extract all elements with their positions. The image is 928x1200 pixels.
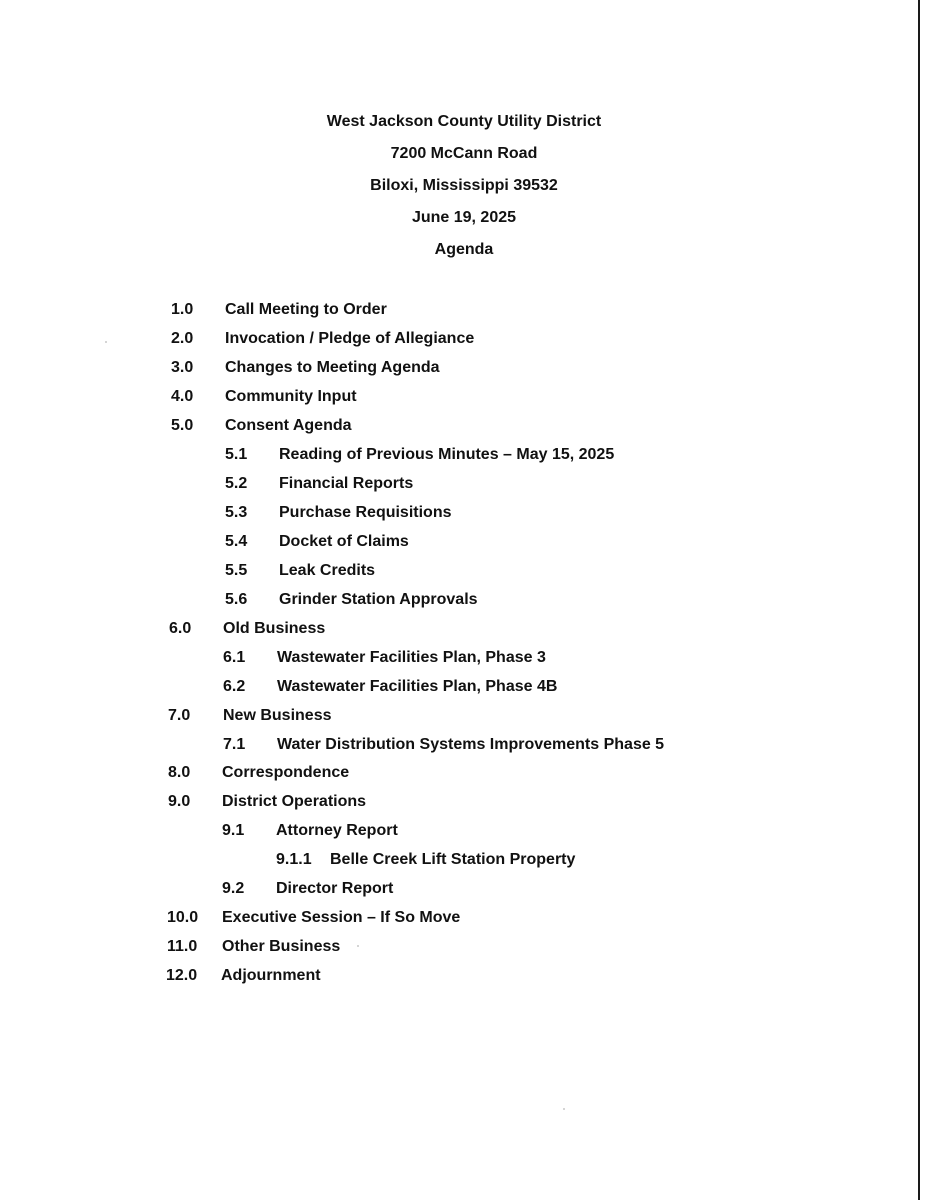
agenda-item-text: Leak Credits [279,562,376,579]
agenda-item-text: Wastewater Facilities Plan, Phase 4B [277,678,558,695]
agenda-item-number: 9.1.1 [276,851,312,868]
agenda-item-text: District Operations [222,793,367,810]
agenda-item-text: Wastewater Facilities Plan, Phase 3 [277,649,546,666]
address-line: 7200 McCann Road [390,145,538,162]
agenda-item-text: Executive Session – If So Move [222,909,461,926]
agenda-item-text: New Business [223,707,332,724]
agenda-item-number: 4.0 [171,388,194,405]
page-title: Agenda [434,241,494,258]
agenda-item-text: Water Distribution Systems Improvements Phase 5 [277,736,665,753]
agenda-item-number: 8.0 [168,764,191,781]
agenda-item-number: 5.2 [225,475,248,492]
agenda-item-number: 7.1 [223,736,246,753]
agenda-item-text: Other Business [222,938,341,955]
agenda-item-number: 11.0 [167,938,198,955]
meeting-date: June 19, 2025 [411,209,517,226]
scan-speck [563,1108,565,1110]
agenda-item-number: 6.1 [223,649,246,666]
agenda-item-number: 5.4 [225,533,248,550]
agenda-item-text: Director Report [276,880,394,897]
agenda-item-text: Changes to Meeting Agenda [225,359,440,376]
agenda-item-number: 10.0 [167,909,199,926]
agenda-item-text: Adjournment [221,967,321,984]
agenda-item-text: Invocation / Pledge of Allegiance [225,330,475,347]
scan-speck [105,341,107,343]
agenda-item-number: 1.0 [171,301,194,318]
agenda-item-number: 2.0 [171,330,194,347]
agenda-item-text: Correspondence [222,764,350,781]
agenda-item-text: Community Input [225,388,357,405]
agenda-item-number: 6.2 [223,678,246,695]
agenda-item-text: Reading of Previous Minutes – May 15, 2025 [279,446,615,463]
agenda-item-number: 6.0 [169,620,192,637]
organization-name: West Jackson County Utility District [326,113,602,130]
agenda-item-text: Old Business [223,620,326,637]
agenda-item-number: 7.0 [168,707,191,724]
scan-speck [357,945,359,947]
agenda-item-text: Docket of Claims [279,533,409,550]
agenda-item-number: 9.0 [168,793,191,810]
agenda-item-text: Consent Agenda [225,417,352,434]
agenda-item-text: Purchase Requisitions [279,504,452,521]
agenda-item-number: 5.1 [225,446,248,463]
agenda-item-text: Belle Creek Lift Station Property [330,851,576,868]
agenda-item-text: Grinder Station Approvals [279,591,478,608]
agenda-item-number: 9.2 [222,880,245,897]
agenda-item-text: Financial Reports [279,475,414,492]
agenda-item-number: 12.0 [166,967,198,984]
agenda-item-number: 5.0 [171,417,194,434]
agenda-item-number: 9.1 [222,822,245,839]
agenda-item-number: 5.5 [225,562,248,579]
agenda-item-number: 3.0 [171,359,194,376]
agenda-item-number: 5.6 [225,591,248,608]
agenda-item-number: 5.3 [225,504,248,521]
city-line: Biloxi, Mississippi 39532 [370,177,558,194]
agenda-item-text: Call Meeting to Order [225,301,387,318]
agenda-item-text: Attorney Report [276,822,398,839]
agenda-header [0,112,928,272]
